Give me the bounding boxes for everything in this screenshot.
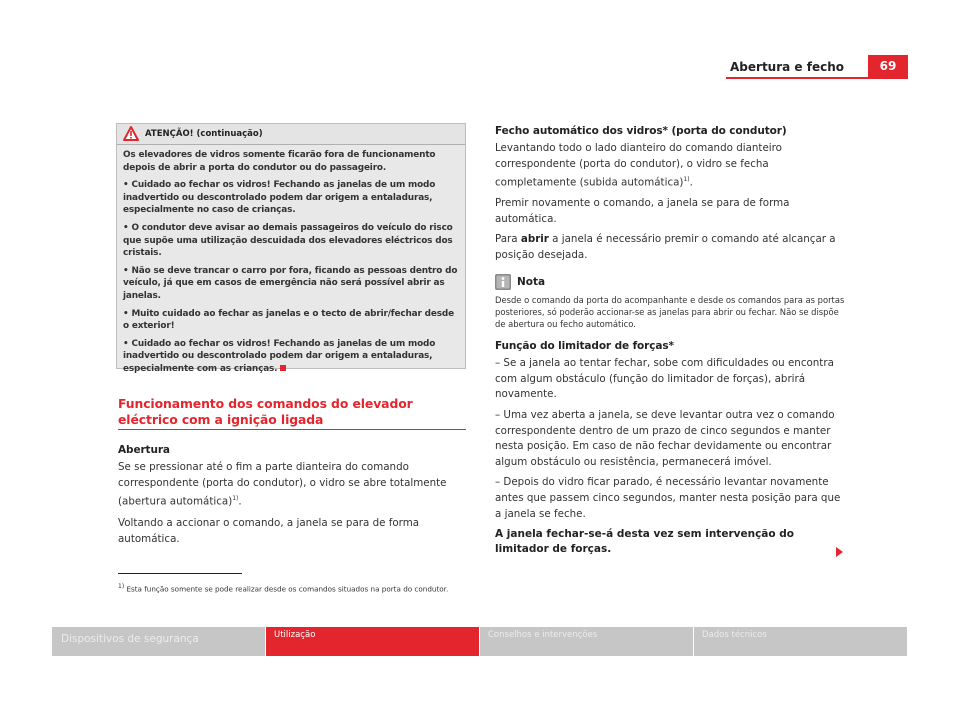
warning-header <box>117 124 465 145</box>
continue-arrow-icon <box>836 547 843 557</box>
warning-body <box>117 145 465 376</box>
info-note-icon <box>495 274 511 290</box>
warning-paragraph: • O condutor deve avisar ao demais passageiros do veículo do risco que supõe uma utilização descuidada dos elevadores eléctricos dos cristais. <box>123 222 453 259</box>
footnote-rule <box>118 573 242 574</box>
section-heading: Funcionamento dos comandos do elevador eléctrico com a ignição ligada <box>118 396 413 427</box>
warning-box <box>116 123 466 374</box>
nav-tab-dados-tecnicos[interactable]: Dados técnicos <box>694 627 907 656</box>
nav-tab-conselhos-e-intervencoes[interactable]: Conselhos e intervenções <box>480 627 693 656</box>
page-number: 69 <box>868 55 908 77</box>
warning-paragraph: • Cuidado ao fechar os vidros! Fechando as janelas de um modo inadvertido ou descontrolado podem dar origem a entaladuras, especialmente no caso de crianças. <box>123 180 436 216</box>
warning-triangle-icon <box>123 126 139 141</box>
subheading-limitador: Função do limitador de forças* <box>495 340 674 353</box>
body-paragraph <box>495 232 847 263</box>
body-text: Se se pressionar até o fim a parte dianteira do comando correspondente (porta do condutor), o vidro se abre totalmente (abertura automática) <box>118 461 447 508</box>
body-text-end: . <box>238 495 242 508</box>
bottom-navigation <box>52 627 908 656</box>
note-text: Desde o comando da porta do acompanhante e desde os comandos para as portas posteriores, só poderão accionar-se as janelas para abrir ou fechar. Não se dispõe de abertura ou fecho automático. <box>495 294 845 329</box>
body-text: Para <box>495 233 521 246</box>
warning-paragraph-last <box>123 338 459 376</box>
end-marker-icon <box>280 365 286 371</box>
body-paragraph: Voltando a accionar o comando, a janela se para de forma automática. <box>118 517 420 545</box>
footnote-marker: 1) <box>118 583 125 590</box>
left-column <box>118 444 466 553</box>
bold-term: abrir <box>520 233 549 246</box>
note-title: Nota <box>517 275 546 288</box>
page-header-title: Abertura e fecho <box>730 60 844 74</box>
warning-paragraph: • Não se deve trancar o carro por fora, ficando as pessoas dentro do veículo, já que em casos de emergência não será possível abrir as janelas. <box>123 265 458 301</box>
warning-paragraph-text: • Cuidado ao fechar os vidros! Fechando as janelas de um modo inadvertido ou descontrolado podem dar origem a entaladuras, especialmente com as crianças. <box>123 338 436 374</box>
body-paragraph: Premir novamente o comando, a janela se para de forma automática. <box>495 197 790 225</box>
subheading-fecho: Fecho automático dos vidros* (porta do condutor) <box>495 125 787 137</box>
section-rule <box>118 429 466 430</box>
body-text-end: . <box>689 176 693 189</box>
nav-tab-dispositivos-de-seguranca[interactable]: Dispositivos de segurança <box>52 627 265 656</box>
warning-paragraph: Os elevadores de vidros somente ficarão fora de funcionamento depois de abrir a porta do condutor ou do passageiro. <box>123 150 436 173</box>
bullet-item: – Se a janela ao tentar fechar, sobe com dificuldades ou encontra com algum obstáculo (função do limitador de forças), abrirá novamente. <box>495 357 834 401</box>
subheading-abertura: Abertura <box>118 444 170 456</box>
footnote-ref: 1) <box>232 495 239 503</box>
body-text: Levantando todo o lado dianteiro do comando dianteiro correspondente (porta do condutor), o vidro se fecha completamente (subida automática) <box>495 142 782 189</box>
body-text: a janela é necessário premir o comando até alcançar a posição desejada. <box>495 233 836 261</box>
note-header <box>495 274 847 290</box>
footnote-ref: 1) <box>683 176 690 184</box>
footnote <box>118 582 468 595</box>
body-paragraph <box>118 460 466 510</box>
right-column <box>495 125 847 557</box>
warning-title: ATENÇÃO! (continuação) <box>145 129 263 139</box>
final-bold-statement: A janela fechar-se-á desta vez sem intervenção do limitador de forças. <box>495 528 794 556</box>
body-paragraph <box>495 141 847 191</box>
header-rule <box>726 77 908 79</box>
warning-paragraph: • Muito cuidado ao fechar as janelas e o tecto de abrir/fechar desde o exterior! <box>123 308 454 332</box>
footnote-text: Esta função somente se pode realizar desde os comandos situados na porta do condutor. <box>124 584 449 594</box>
bullet-item: – Depois do vidro ficar parado, é necessário levantar novamente antes que passem cinco segundos, manter nesta posição para que a janela se feche. <box>495 476 841 520</box>
nav-tab-utilizacao[interactable]: Utilização <box>266 627 479 656</box>
bullet-item: – Uma vez aberta a janela, se deve levantar outra vez o comando correspondente dentro de um prazo de cinco segundos e manter nesta posição. Em caso de não fechar devidamente ou encontrar algum obstáculo ou resistência, permanecerá imóvel. <box>495 408 835 468</box>
